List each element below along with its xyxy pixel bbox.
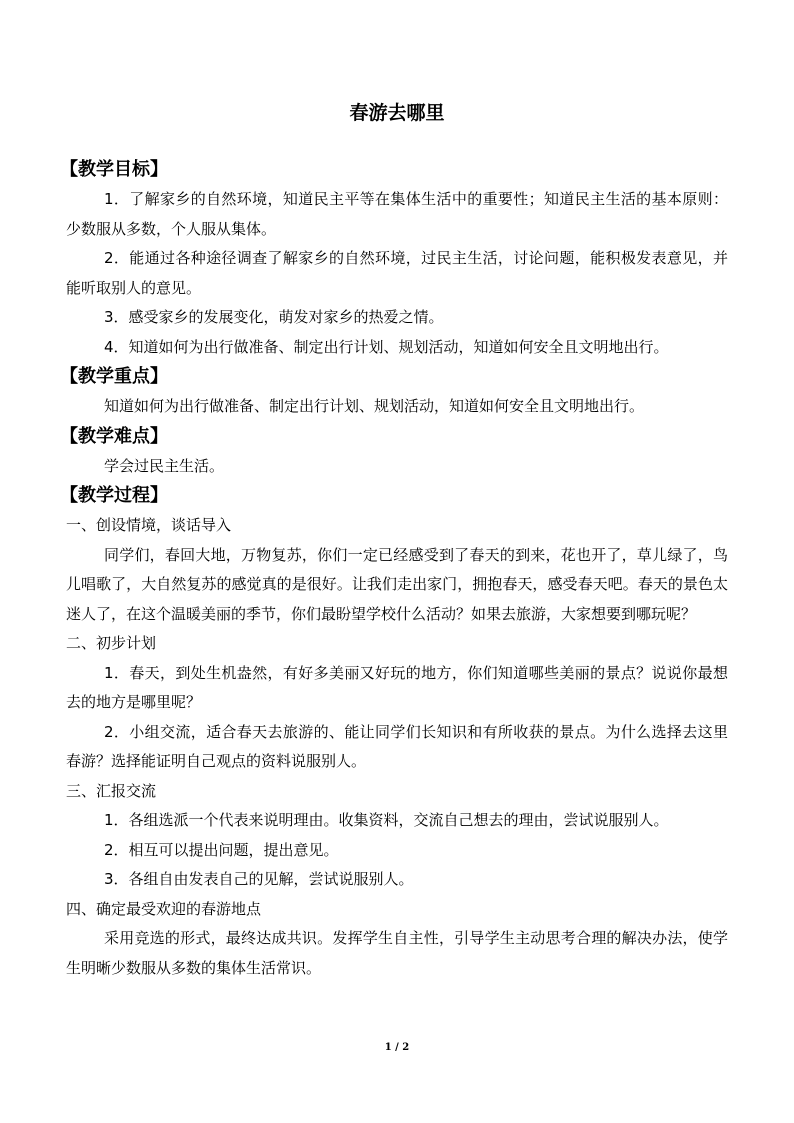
page-number: 1 / 2 (384, 1042, 410, 1053)
process-step-heading: 二、初步计划 (66, 634, 157, 652)
document-title: 春游去哪里 (349, 102, 445, 124)
process-paragraph: 1．各组选派一个代表来说明理由。收集资料，交流自己想去的理由，尝试说服别人。 (104, 811, 669, 829)
section-heading-difficulties: 【教学难点】 (60, 425, 168, 447)
objective-paragraph: 2．能通过各种途径调查了解家乡的自然环境，过民主生活，讨论问题，能积极发表意见，并能听取别人的意见。 (66, 249, 728, 297)
objective-paragraph: 1．了解家乡的自然环境，知道民主平等在集体生活中的重要性；知道民主生活的基本原则：少数服从多数，个人服从集体。 (66, 190, 728, 238)
objective-paragraph: 3．感受家乡的发展变化，萌发对家乡的热爱之情。 (104, 308, 444, 326)
section-heading-process: 【教学过程】 (60, 485, 168, 506)
difficulty-paragraph: 学会过民主生活。 (104, 456, 225, 475)
key-point-paragraph: 知道如何为出行做准备、制定出行计划、规划活动，知道如何安全且文明地出行。 (104, 397, 645, 415)
process-step-heading: 一、创设情境，谈话导入 (66, 516, 232, 534)
document-body (60, 155, 728, 983)
process-paragraph: 2．小组交流，适合春天去旅游的、能让同学们长知识和有所收获的景点。为什么选择去这里春游？选择能证明自己观点的资料说服别人。 (66, 722, 728, 770)
process-paragraph: 2．相互可以提出问题，提出意见。 (104, 840, 339, 859)
section-heading-objectives: 【教学目标】 (60, 159, 168, 180)
section-heading-key-points: 【教学重点】 (60, 366, 168, 387)
process-paragraph: 同学们，春回大地，万物复苏，你们一定已经感受到了春天的到来，花也开了，草儿绿了，鸟儿唱歌了，大自然复苏的感觉真的是很好。让我们走出家门，拥抱春天，感受春天吧。春天的景色太迷人了，在这个温暖美丽的季节，你们最盼望学校什么活动？如果去旅游，大家想要到哪玩呢？ (66, 545, 728, 623)
process-step-heading: 四、确定最受欢迎的春游地点 (66, 899, 262, 918)
process-step-heading: 三、汇报交流 (66, 781, 157, 800)
objective-paragraph: 4．知道如何为出行做准备、制定出行计划、规划活动，知道如何安全且文明地出行。 (104, 337, 669, 356)
process-paragraph: 采用竞选的形式，最终达成共识。发挥学生自主性，引导学生主动思考合理的解决办法，使学生明晰少数服从多数的集体生活常识。 (66, 929, 728, 977)
process-paragraph: 1．春天，到处生机盎然，有好多美丽又好玩的地方，你们知道哪些美丽的景点？说说你最想去的地方是哪里呢？ (66, 663, 728, 711)
process-paragraph: 3．各组自由发表自己的见解，尝试说服别人。 (104, 870, 414, 888)
